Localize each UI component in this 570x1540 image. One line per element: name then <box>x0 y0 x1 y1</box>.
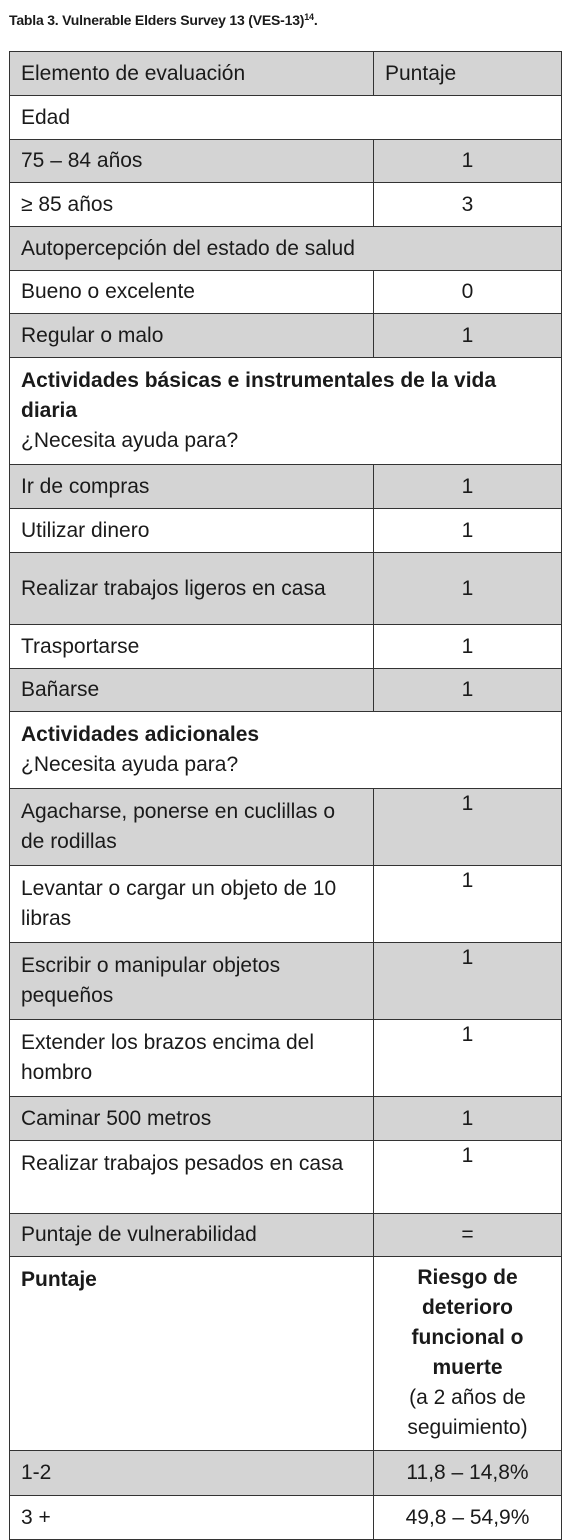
table-row <box>10 314 562 358</box>
row-label: Regular o malo <box>10 314 374 358</box>
table-row <box>10 669 562 712</box>
section-abvd <box>10 358 562 465</box>
row-label: Caminar 500 metros <box>10 1097 374 1141</box>
row-label: Bueno o excelente <box>10 271 374 314</box>
section-row <box>10 227 562 271</box>
caption-reference: 14 <box>304 12 314 22</box>
section-row <box>10 712 562 789</box>
row-label: Realizar trabajos ligeros en casa <box>10 553 374 625</box>
table-row <box>10 509 562 553</box>
row-label: Bañarse <box>10 669 374 712</box>
row-label: Escribir o manipular objetos pequeños <box>10 943 374 1020</box>
section-adicionales-title: Actividades adicionales <box>21 723 260 746</box>
table-row <box>10 789 562 866</box>
table-row <box>10 1451 562 1496</box>
header-score: Puntaje <box>374 52 562 96</box>
risk-value: 49,8 – 54,9% <box>374 1496 562 1540</box>
row-label: Ir de compras <box>10 465 374 509</box>
row-score: 1 <box>374 314 562 358</box>
table-row <box>10 1141 562 1214</box>
table-row <box>10 1020 562 1097</box>
ves13-table <box>9 51 562 1540</box>
row-score: 1 <box>374 509 562 553</box>
row-score: 1 <box>374 943 562 1020</box>
table-row <box>10 866 562 943</box>
row-score: 1 <box>374 140 562 183</box>
caption-text: Tabla 3. Vulnerable Elders Survey 13 (VES-13) <box>9 12 305 28</box>
table-row <box>10 1214 562 1257</box>
table-caption <box>9 12 318 28</box>
table-row <box>10 271 562 314</box>
risk-header-score <box>10 1257 374 1451</box>
risk-header-subtitle: (a 2 años de seguimiento) <box>407 1386 528 1439</box>
row-score: = <box>374 1214 562 1257</box>
risk-label: 1-2 <box>10 1451 374 1496</box>
row-score: 1 <box>374 789 562 866</box>
table-row <box>10 183 562 227</box>
section-row <box>10 358 562 465</box>
table-row <box>10 943 562 1020</box>
row-score: 3 <box>374 183 562 227</box>
row-score: 1 <box>374 625 562 669</box>
caption-end: . <box>313 12 318 28</box>
row-score: 1 <box>374 553 562 625</box>
row-score: 0 <box>374 271 562 314</box>
row-score: 1 <box>374 1020 562 1097</box>
row-label: Utilizar dinero <box>10 509 374 553</box>
row-score: 1 <box>374 669 562 712</box>
table-row <box>10 625 562 669</box>
section-autopercepcion: Autopercepción del estado de salud <box>10 227 562 271</box>
table-row <box>10 553 562 625</box>
row-label: Levantar o cargar un objeto de 10 libras <box>10 866 374 943</box>
table-row <box>10 465 562 509</box>
row-label: 75 – 84 años <box>10 140 374 183</box>
row-label: Extender los brazos encima del hombro <box>10 1020 374 1097</box>
risk-header-risk <box>374 1257 562 1451</box>
row-score: 1 <box>374 866 562 943</box>
table-row <box>10 1097 562 1141</box>
row-score: 1 <box>374 1141 562 1214</box>
row-label: ≥ 85 años <box>10 183 374 227</box>
row-score: 1 <box>374 1097 562 1141</box>
header-row <box>10 52 562 96</box>
section-abvd-question: ¿Necesita ayuda para? <box>21 429 239 452</box>
section-edad: Edad <box>10 96 562 140</box>
table-row <box>10 1496 562 1540</box>
risk-header-title: Riesgo de deterioro funcional o muerte <box>411 1266 524 1379</box>
section-row <box>10 96 562 140</box>
risk-header-row <box>10 1257 562 1451</box>
row-score: 1 <box>374 465 562 509</box>
risk-value: 11,8 – 14,8% <box>374 1451 562 1496</box>
risk-header-score-label: Puntaje <box>21 1268 97 1291</box>
section-adicionales-question: ¿Necesita ayuda para? <box>21 753 239 776</box>
section-adicionales <box>10 712 562 789</box>
table-row <box>10 140 562 183</box>
row-label: Realizar trabajos pesados en casa <box>10 1141 374 1214</box>
row-label: Puntaje de vulnerabilidad <box>10 1214 374 1257</box>
row-label: Trasportarse <box>10 625 374 669</box>
risk-label: 3 + <box>10 1496 374 1540</box>
header-item: Elemento de evaluación <box>10 52 374 96</box>
row-label: Agacharse, ponerse en cuclillas o de rodillas <box>10 789 374 866</box>
section-abvd-title: Actividades básicas e instrumentales de la vida diaria <box>21 369 497 422</box>
